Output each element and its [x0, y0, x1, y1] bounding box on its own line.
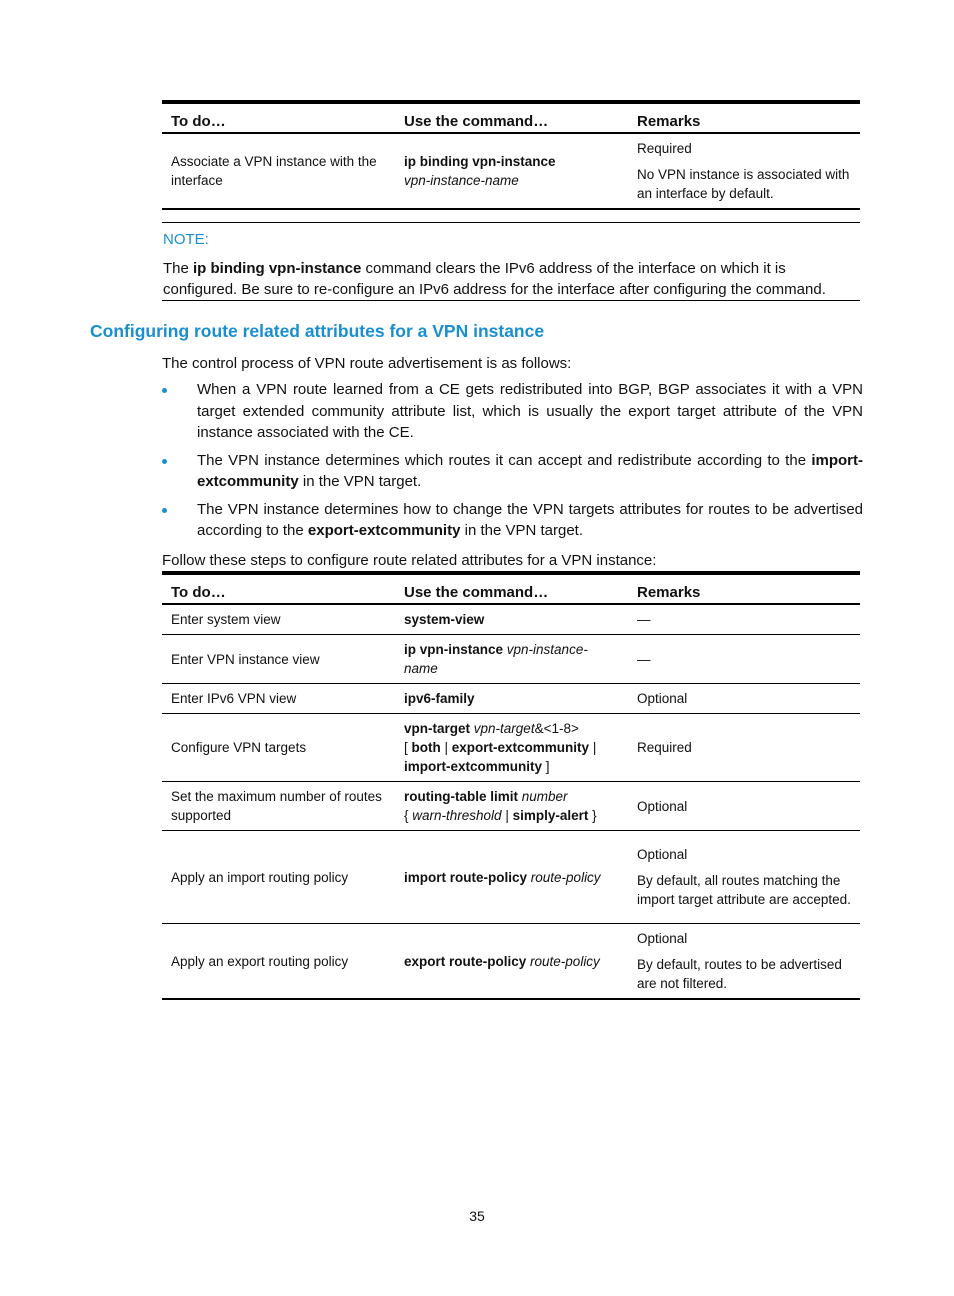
- header-remarks: Remarks: [637, 584, 701, 601]
- command-argument: vpn-instance-name: [404, 173, 519, 188]
- list-item: The VPN instance determines how to change the VPN targets attributes for routes to be advertised according to the export-extcommunity in the VPN target.: [162, 499, 863, 542]
- todo-cell: Enter system view: [171, 612, 281, 627]
- command-cell: routing-table limit number { warn-threshold | simply-alert }: [404, 789, 597, 823]
- remarks-cell: Required: [637, 740, 692, 755]
- command-argument: vpn-instance-name: [404, 642, 588, 676]
- todo-cell: Associate a VPN instance with the interface: [171, 154, 377, 188]
- command-cell: vpn-target vpn-target&<1-8> [ both | export-extcommunity | import-extcommunity ]: [404, 721, 597, 774]
- table-row: [162, 604, 860, 635]
- note-label: NOTE:: [163, 231, 209, 248]
- command-keyword: system-view: [404, 612, 485, 627]
- remark-line: No VPN instance is associated with an interface by default.: [637, 167, 850, 201]
- table-row: [162, 714, 860, 782]
- table-row: [162, 782, 860, 831]
- todo-cell: Apply an export routing policy: [171, 953, 349, 969]
- command-cell: [395, 604, 628, 635]
- command-cell: export route-policy route-policy: [404, 953, 600, 969]
- steps-intro: Follow these steps to configure route related attributes for a VPN instance:: [162, 552, 657, 569]
- header-command: Use the command…: [404, 113, 549, 130]
- command-table-2: [162, 571, 860, 1000]
- bullet-icon: [162, 388, 167, 393]
- todo-cell: Enter VPN instance view: [171, 651, 320, 667]
- intro-paragraph: The control process of VPN route advertisement is as follows:: [162, 355, 572, 372]
- remarks-cell: Optional: [637, 691, 688, 706]
- command-keyword: ip vpn-instance: [404, 642, 504, 657]
- header-remarks: Remarks: [637, 113, 701, 130]
- header-todo: To do…: [171, 584, 226, 601]
- command-table-1: [162, 100, 860, 210]
- bullet-list: [162, 379, 863, 548]
- section-title: Configuring route related attributes for a VPN instance: [90, 321, 545, 341]
- note-keyword: ip binding vpn-instance: [193, 260, 362, 277]
- remark-line: Required: [637, 141, 692, 156]
- command-cell: [395, 635, 628, 684]
- todo-cell: Set the maximum number of routes supported: [171, 789, 382, 823]
- header-todo: To do…: [171, 113, 226, 130]
- list-item: The VPN instance determines which routes it can accept and redistribute according to the import-extcommunity in the VPN target.: [162, 450, 863, 493]
- remarks-cell: —: [637, 651, 651, 667]
- list-keyword: export-extcommunity: [307, 522, 461, 539]
- table-row: [162, 831, 860, 924]
- remarks-cell: Optional By default, routes to be advertised are not filtered.: [637, 931, 842, 991]
- command-cell: [395, 684, 628, 714]
- header-command: Use the command…: [404, 584, 549, 601]
- remarks-cell: Optional By default, all routes matching the import target attribute are accepted.: [637, 847, 851, 907]
- bullet-icon: [162, 459, 167, 464]
- table-header-row: [162, 573, 860, 604]
- table-row: [162, 133, 860, 209]
- note-text: The ip binding vpn-instance command clears the IPv6 address of the interface on which it is configured. Be sure to re-configure an IPv6 address for the interface after configuring the command.: [163, 260, 826, 298]
- table-row: [162, 924, 860, 1000]
- command-keyword: ipv6-family: [404, 691, 475, 706]
- todo-cell: Configure VPN targets: [171, 740, 307, 755]
- table-header-row: [162, 102, 860, 133]
- remarks-cell: [628, 133, 860, 209]
- remarks-cell: Optional: [637, 798, 688, 814]
- command-cell: [395, 133, 628, 209]
- note-bottom-rule: [162, 300, 860, 301]
- table-row: [162, 635, 860, 684]
- todo-cell: Apply an import routing policy: [171, 869, 349, 885]
- page-number: 35: [469, 1208, 485, 1224]
- todo-cell: Enter IPv6 VPN view: [171, 691, 297, 706]
- command-keyword: ip binding vpn-instance: [404, 154, 556, 169]
- list-keyword: import-extcommunity: [197, 451, 863, 490]
- remarks-cell: —: [637, 612, 651, 627]
- list-item: When a VPN route learned from a CE gets redistributed into BGP, BGP associates it with a VPN target extended community attribute list, which is usually the export target attribute of the VPN instance associated with the CE.: [162, 379, 863, 444]
- note-top-rule: [162, 222, 860, 223]
- table-row: [162, 684, 860, 714]
- bullet-icon: [162, 508, 167, 513]
- command-cell: import route-policy route-policy: [404, 869, 601, 885]
